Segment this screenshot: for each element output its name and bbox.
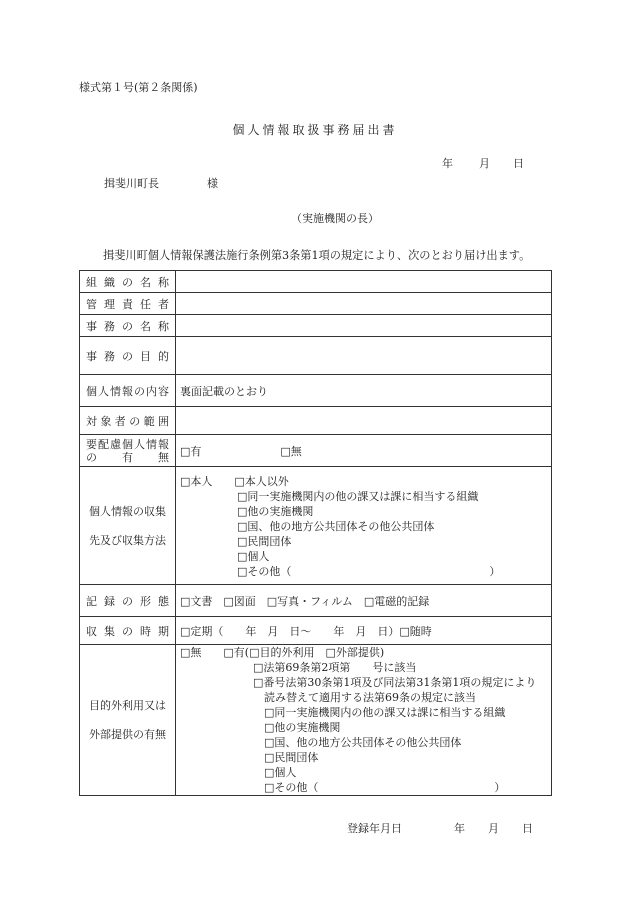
record-form-options[interactable]: □文書 □図面 □写真・フィルム □電磁的記録 <box>176 585 552 617</box>
table-row <box>80 293 552 315</box>
manager-field[interactable] <box>176 293 552 315</box>
external-note: 読み替えて適用する法第69条の規定に該当 <box>264 691 476 704</box>
table-row <box>80 375 552 407</box>
table-row <box>80 315 552 337</box>
sensitive-label-line1: 要配慮個人情報 <box>86 437 169 451</box>
external-option[interactable]: □無 □有(□目的外利用 □外部提供) <box>180 646 385 659</box>
collection-option[interactable]: □民間団体 <box>237 534 292 548</box>
org-name-field[interactable] <box>176 271 552 293</box>
registration-date-label: 登録年月日 <box>347 822 402 835</box>
date-month: 月 <box>479 157 490 170</box>
table-row <box>80 271 552 293</box>
info-content-field[interactable]: 裏面記載のとおり <box>176 375 552 407</box>
external-option[interactable]: □他の実施機関 <box>264 721 341 734</box>
target-scope-field[interactable] <box>176 407 552 435</box>
sensitive-no-checkbox[interactable]: □無 <box>280 444 302 458</box>
addressee: 揖斐川町長 <box>104 177 159 190</box>
table-row <box>80 645 552 796</box>
collection-time-options[interactable]: □定期（ 年 月 日～ 年 月 日）□随時 <box>176 617 552 645</box>
collection-option[interactable]: □国、他の地方公共団体その他公共団体 <box>237 519 435 533</box>
date-day: 日 <box>513 157 524 170</box>
collection-time-label: 収集の時期 <box>86 624 169 638</box>
form-number: 様式第１号(第２条関係) <box>79 81 198 94</box>
external-option[interactable]: □法第69条第2項第 号に該当 <box>253 661 417 674</box>
organization-head: （実施機関の長） <box>291 212 379 225</box>
external-option[interactable]: □番号法第30条第1項及び同法第31条第1項の規定により <box>253 676 537 689</box>
target-scope-label: 対象者の範囲 <box>86 414 169 428</box>
org-name-label: 組織の名称 <box>86 275 169 289</box>
record-form-label: 記録の形態 <box>86 594 169 608</box>
registration-year: 年 <box>454 822 465 835</box>
table-row <box>80 467 552 585</box>
collection-option[interactable]: □同一実施機関内の他の課又は課に相当する組織 <box>237 489 479 503</box>
affair-purpose-field[interactable] <box>176 337 552 375</box>
external-label-line1: 目的外利用又は <box>89 699 166 712</box>
collection-option[interactable]: □本人 □本人以外 <box>180 474 289 488</box>
sensitive-yes-checkbox[interactable]: □有 <box>180 444 202 458</box>
external-option[interactable]: □その他（ ） <box>264 781 506 794</box>
document-title: 個人情報取扱事務届出書 <box>232 123 398 137</box>
manager-label: 管理責任者 <box>86 297 169 311</box>
table-row <box>80 617 552 645</box>
date-year: 年 <box>442 157 453 170</box>
affair-name-label: 事務の名称 <box>86 319 169 333</box>
collection-label-line2: 先及び収集方法 <box>89 533 166 547</box>
collection-option[interactable]: □その他（ ） <box>237 564 501 578</box>
external-option[interactable]: □民間団体 <box>264 751 319 764</box>
collection-option[interactable]: □他の実施機関 <box>237 504 314 518</box>
sensitive-label-char: の <box>86 450 97 464</box>
external-option[interactable]: □個人 <box>264 766 297 779</box>
info-content-label: 個人情報の内容 <box>86 384 169 398</box>
affair-purpose-label: 事務の目的 <box>86 349 169 363</box>
table-row <box>80 435 552 467</box>
external-option[interactable]: □同一実施機関内の他の課又は課に相当する組織 <box>264 706 506 719</box>
table-row <box>80 585 552 617</box>
table-row <box>80 337 552 375</box>
honorific: 様 <box>207 177 218 190</box>
notification-table <box>79 270 552 796</box>
intro-text: 揖斐川町個人情報保護法施行条例第3条第1項の規定により、次のとおり届け出ます。 <box>103 249 531 262</box>
table-row <box>80 407 552 435</box>
sensitive-label-char: 無 <box>158 450 169 464</box>
collection-option[interactable]: □個人 <box>237 549 270 563</box>
registration-month: 月 <box>488 822 499 835</box>
affair-name-field[interactable] <box>176 315 552 337</box>
sensitive-label-char: 有 <box>122 450 133 464</box>
registration-day: 日 <box>522 822 533 835</box>
collection-label-line1: 個人情報の収集 <box>89 504 166 518</box>
external-option[interactable]: □国、他の地方公共団体その他公共団体 <box>264 736 462 749</box>
external-label-line2: 外部提供の有無 <box>89 728 166 741</box>
